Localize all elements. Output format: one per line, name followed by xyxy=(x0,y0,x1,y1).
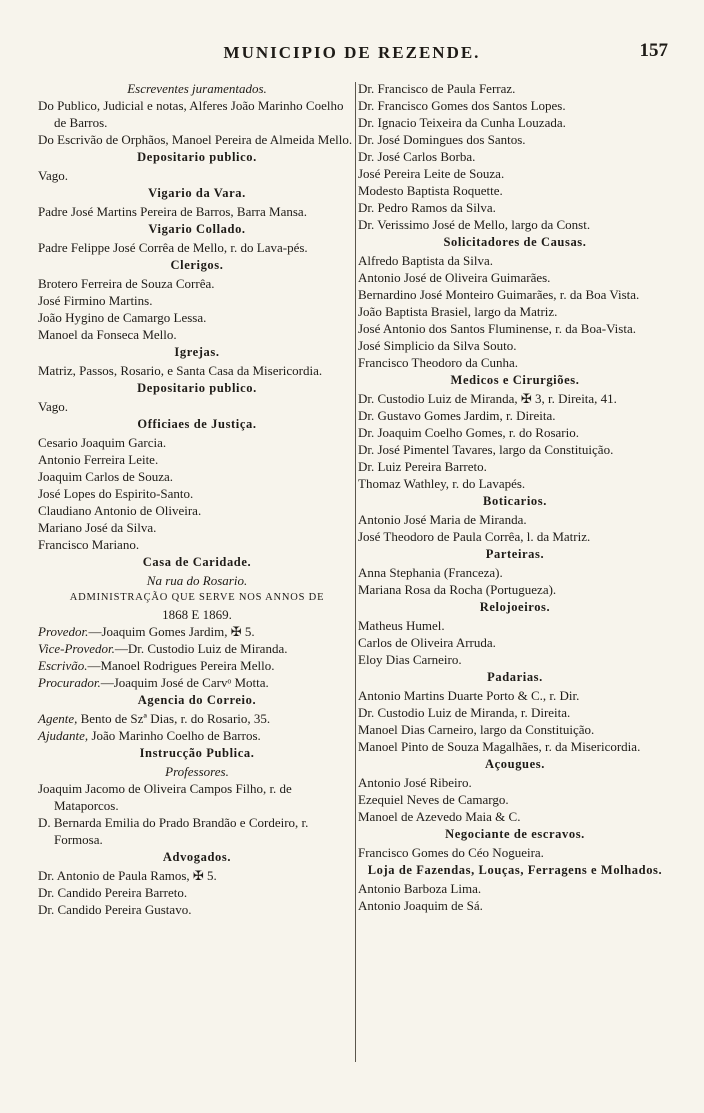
directory-entry: Manoel de Azevedo Maia & C. xyxy=(358,809,521,824)
directory-entry: Vago. xyxy=(38,399,68,414)
entry-role-label: Agente, xyxy=(38,711,78,726)
directory-entry: Dr. Custodio Luiz de Miranda, ✠ 3, r. Direita, 41. xyxy=(358,391,617,406)
section-heading: Clerigos. xyxy=(170,258,224,272)
directory-entry: Antonio Joaquim de Sá. xyxy=(358,898,483,913)
directory-entry: Francisco Gomes do Céo Nogueira. xyxy=(358,845,544,860)
section-heading: Depositario publico. xyxy=(137,150,257,164)
directory-entry: Dr. Ignacio Teixeira da Cunha Louzada. xyxy=(358,115,566,130)
directory-entry xyxy=(38,710,356,727)
directory-entry: D. Bernarda Emilia do Prado Brandão e Cordeiro, r. Formosa. xyxy=(38,815,309,847)
directory-entry xyxy=(38,623,356,640)
section-heading: Advogados. xyxy=(162,850,232,864)
entry-text: —Manoel Rodrigues Pereira Mello. xyxy=(87,658,275,673)
directory-entry: José Lopes do Espirito-Santo. xyxy=(38,486,194,501)
entry-role-label: Provedor. xyxy=(38,624,89,639)
entry-role-label: Vice-Provedor. xyxy=(38,641,115,656)
directory-entry: Cesario Joaquim Garcia. xyxy=(38,435,167,450)
section-heading: Agencia do Correio. xyxy=(137,693,257,707)
entry-text: João Marinho Coelho de Barros. xyxy=(88,728,261,743)
section-heading: Depositario publico. xyxy=(137,381,257,395)
directory-entry: Dr. Luiz Pereira Barreto. xyxy=(358,459,487,474)
directory-entry: Manoel Dias Carneiro, largo da Constituição. xyxy=(358,722,595,737)
directory-entry: Claudiano Antonio de Oliveira. xyxy=(38,503,202,518)
section-heading: Officiaes de Justiça. xyxy=(137,417,257,431)
directory-entry: Dr. José Carlos Borba. xyxy=(358,149,476,164)
section-subheading: Professores. xyxy=(165,764,229,779)
directory-entry: Dr. Gustavo Gomes Jardim, r. Direita. xyxy=(358,408,556,423)
directory-entry: Antonio Martins Duarte Porto & C., r. Dir. xyxy=(358,688,580,703)
directory-entry: Joaquim Jacomo de Oliveira Campos Filho, r. de Mataporcos. xyxy=(38,781,292,813)
page-number: 157 xyxy=(639,40,668,61)
directory-entry: Ezequiel Neves de Camargo. xyxy=(358,792,509,807)
directory-entry: Padre Felippe José Corrêa de Mello, r. do Lava-pés. xyxy=(38,240,308,255)
column-divider xyxy=(355,82,356,1062)
administration-years: 1868 E 1869. xyxy=(162,607,232,622)
entry-role-label: Escrivão. xyxy=(38,658,88,673)
entry-text: Bento de Szª Dias, r. do Rosario, 35. xyxy=(77,711,271,726)
entry-text: —Joaquim Gomes Jardim, ✠ 5. xyxy=(88,624,255,639)
section-heading: Padarias. xyxy=(487,670,543,684)
directory-entry: Manoel Pinto de Souza Magalhães, r. da Misericordia. xyxy=(358,739,641,754)
section-heading: Boticarios. xyxy=(483,494,547,508)
directory-entry: Do Publico, Judicial e notas, Alferes João Marinho Coelho de Barros. xyxy=(38,98,344,130)
section-heading: Solicitadores de Causas. xyxy=(443,235,587,249)
directory-entry: Matheus Humel. xyxy=(358,618,445,633)
section-heading: Igrejas. xyxy=(174,345,220,359)
directory-entry: Dr. Pedro Ramos da Silva. xyxy=(358,200,496,215)
directory-entry: Antonio José de Oliveira Guimarães. xyxy=(358,270,551,285)
page-title: MUNICIPIO DE REZENDE. xyxy=(223,43,481,62)
directory-entry: Brotero Ferreira de Souza Corrêa. xyxy=(38,276,215,291)
directory-entry: Matriz, Passos, Rosario, e Santa Casa da Misericordia. xyxy=(38,363,323,378)
directory-entry: Manoel da Fonseca Mello. xyxy=(38,327,177,342)
section-heading: Vigario da Vara. xyxy=(148,186,246,200)
section-subheading: Escreventes juramentados. xyxy=(127,81,267,96)
entry-role-label: Procurador. xyxy=(38,675,101,690)
section-heading: Vigario Collado. xyxy=(148,222,246,236)
section-heading: Casa de Caridade. xyxy=(142,555,252,569)
directory-entry: Dr. Custodio Luiz de Miranda, r. Direita. xyxy=(358,705,571,720)
directory-entry: Mariano José da Silva. xyxy=(38,520,157,535)
directory-entry: Dr. Verissimo José de Mello, largo da Const. xyxy=(358,217,591,232)
section-subheading: Na rua do Rosario. xyxy=(146,573,248,588)
directory-entry: Dr. Francisco de Paula Ferraz. xyxy=(358,81,516,96)
directory-entry: Eloy Dias Carneiro. xyxy=(358,652,462,667)
entry-text: —Dr. Custodio Luiz de Miranda. xyxy=(114,641,288,656)
directory-entry: Thomaz Wathley, r. do Lavapés. xyxy=(358,476,526,491)
directory-entry: Dr. Antonio de Paula Ramos, ✠ 5. xyxy=(38,868,217,883)
section-heading: Medicos e Cirurgiões. xyxy=(450,373,580,387)
section-heading: Relojoeiros. xyxy=(479,600,551,614)
directory-entry: Dr. Joaquim Coelho Gomes, r. do Rosario. xyxy=(358,425,579,440)
directory-entry: Antonio Ferreira Leite. xyxy=(38,452,159,467)
directory-entry xyxy=(38,674,356,691)
directory-entry: Padre José Martins Pereira de Barros, Barra Mansa. xyxy=(38,204,307,219)
directory-entry: Joaquim Carlos de Souza. xyxy=(38,469,174,484)
section-heading: Instrucção Publica. xyxy=(139,746,255,760)
directory-entry: Anna Stephania (Franceza). xyxy=(358,565,503,580)
directory-entry: Dr. Candido Pereira Gustavo. xyxy=(38,902,192,917)
directory-entry xyxy=(38,657,356,674)
directory-entry: José Antonio dos Santos Fluminense, r. da Boa-Vista. xyxy=(358,321,636,336)
directory-entry: José Firmino Martins. xyxy=(38,293,153,308)
directory-entry: Carlos de Oliveira Arruda. xyxy=(358,635,496,650)
section-heading: Açougues. xyxy=(485,757,545,771)
directory-entry: Francisco Theodoro da Cunha. xyxy=(358,355,519,370)
directory-entry: João Baptista Brasiel, largo da Matriz. xyxy=(358,304,558,319)
directory-entry: José Pereira Leite de Souza. xyxy=(358,166,505,181)
directory-entry: Dr. Candido Pereira Barreto. xyxy=(38,885,188,900)
section-heading: Parteiras. xyxy=(485,547,545,561)
directory-entry: Bernardino José Monteiro Guimarães, r. da Boa Vista. xyxy=(358,287,640,302)
right-column xyxy=(358,80,672,914)
directory-entry: Antonio José Ribeiro. xyxy=(358,775,472,790)
directory-entry: Francisco Mariano. xyxy=(38,537,140,552)
section-heading: Loja de Fazendas, Louças, Ferragens e Molhados. xyxy=(367,863,663,877)
directory-entry: José Simplicio da Silva Souto. xyxy=(358,338,517,353)
directory-entry: Mariana Rosa da Rocha (Portugueza). xyxy=(358,582,557,597)
directory-entry: Dr. José Domingues dos Santos. xyxy=(358,132,526,147)
directory-entry: Antonio Barboza Lima. xyxy=(358,881,482,896)
directory-entry xyxy=(38,727,356,744)
left-column xyxy=(38,80,356,918)
directory-entry: Alfredo Baptista da Silva. xyxy=(358,253,494,268)
directory-entry: Vago. xyxy=(38,168,68,183)
page-header xyxy=(0,40,704,66)
directory-entry: Do Escrivão de Orphãos, Manoel Pereira de Almeida Mello. xyxy=(38,132,353,147)
directory-entry: Modesto Baptista Roquette. xyxy=(358,183,503,198)
directory-entry: Dr. José Pimentel Tavares, largo da Constituição. xyxy=(358,442,614,457)
directory-entry: Dr. Francisco Gomes dos Santos Lopes. xyxy=(358,98,566,113)
directory-entry xyxy=(38,640,356,657)
entry-text: —Joaquim José de Carvᵒ Motta. xyxy=(100,675,269,690)
section-heading: Negociante de escravos. xyxy=(445,827,585,841)
administration-note: ADMINISTRAÇÃO QUE SERVE NOS ANNOS DE xyxy=(69,592,325,603)
entry-role-label: Ajudante, xyxy=(38,728,89,743)
directory-entry: José Theodoro de Paula Corrêa, l. da Matriz. xyxy=(358,529,591,544)
directory-entry: João Hygino de Camargo Lessa. xyxy=(38,310,207,325)
directory-entry: Antonio José Maria de Miranda. xyxy=(358,512,527,527)
